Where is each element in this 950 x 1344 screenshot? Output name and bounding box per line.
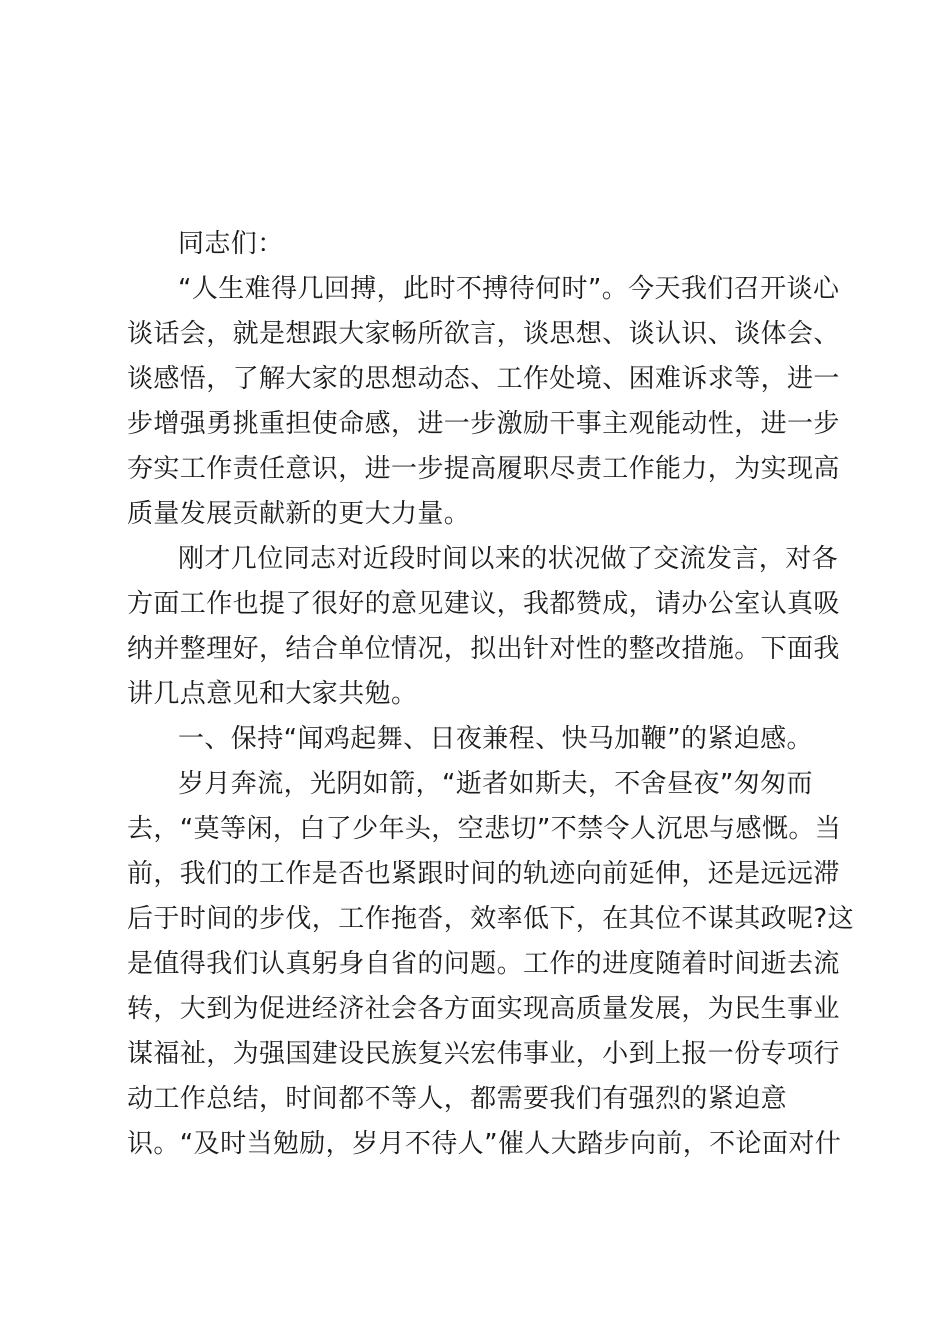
paragraph-1-line-3: 谈感悟，了解大家的思想动态、工作处境、困难诉求等，进一	[127, 364, 840, 394]
paragraph-3-line-6: 转，大到为促进经济社会各方面实现高质量发展，为民生事业	[127, 994, 840, 1024]
paragraph-3-line-7: 谋福祉，为强国建设民族复兴宏伟事业，小到上报一份专项行	[127, 1039, 840, 1069]
paragraph-1-line-2: 谈话会，就是想跟大家畅所欲言，谈思想、谈认识、谈体会、	[127, 319, 840, 349]
paragraph-2-line-2: 方面工作也提了很好的意见建议，我都赞成，请办公室认真吸	[127, 589, 840, 619]
paragraph-3-line-8: 动工作总结，时间都不等人，都需要我们有强烈的紧迫意	[127, 1084, 788, 1114]
paragraph-3-line-4: 后于时间的步伐，工作拖沓，效率低下，在其位不谋其政呢?这	[127, 904, 855, 934]
paragraph-3-line-9: 识。“及时当勉励，岁月不待人”催人大踏步向前，不论面对什	[127, 1129, 842, 1159]
salutation: 同志们：	[178, 229, 284, 259]
paragraph-2-line-4: 讲几点意见和大家共勉。	[127, 679, 418, 709]
paragraph-3-line-1: 岁月奔流，光阴如箭，“逝者如斯夫，不舍昼夜”匆匆而	[178, 769, 813, 799]
paragraph-2-line-3: 纳并整理好，结合单位情况，拟出针对性的整改措施。下面我	[127, 634, 840, 664]
paragraph-1-line-6: 质量发展贡献新的更大力量。	[127, 499, 471, 529]
paragraph-3-line-5: 是值得我们认真躬身自省的问题。工作的进度随着时间逝去流	[127, 949, 840, 979]
paragraph-3-line-3: 前，我们的工作是否也紧跟时间的轨迹向前延伸，还是远远滞	[127, 859, 840, 889]
paragraph-1-line-5: 夯实工作责任意识，进一步提高履职尽责工作能力，为实现高	[127, 454, 840, 484]
paragraph-3-line-2: 去，“莫等闲，白了少年头，空悲切”不禁令人沉思与感慨。当	[127, 814, 842, 844]
section-heading-1: 一、保持“闻鸡起舞、日夜兼程、快马加鞭”的紧迫感。	[178, 724, 813, 754]
paragraph-1-line-4: 步增强勇挑重担使命感，进一步激励干事主观能动性，进一步	[127, 409, 840, 439]
paragraph-2-line-1: 刚才几位同志对近段时间以来的状况做了交流发言，对各	[178, 544, 839, 574]
paragraph-1-line-1: “人生难得几回搏，此时不搏待何时”。今天我们召开谈心	[178, 274, 840, 304]
